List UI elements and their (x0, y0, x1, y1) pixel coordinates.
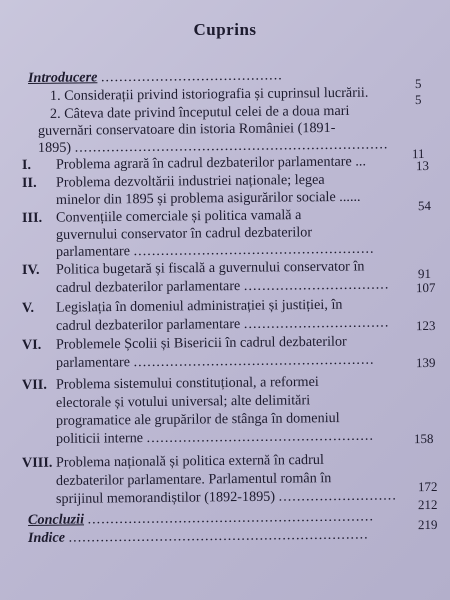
toc-label: Concluzii (27, 511, 85, 528)
chapter-number: I. (21, 156, 32, 173)
toc-entry-concluzii (28, 508, 374, 529)
toc-label: Problema sistemului constituțional, a reformei (55, 373, 319, 393)
toc-page: 5 (414, 91, 422, 108)
toc-entry-chapter-7-cont (56, 392, 310, 412)
toc-entry-chapter-6 (22, 334, 347, 354)
toc-entry-chapter-7-cont3 (56, 428, 374, 448)
chapter-number: II. (21, 174, 37, 191)
toc-label: politicii interne (55, 430, 144, 447)
toc-entry-chapter-5-cont (56, 315, 390, 335)
toc-label: 1895) (37, 139, 72, 156)
toc-page: 123 (415, 317, 436, 334)
toc-label: Problema națională și politica externă în cadrul (55, 451, 324, 471)
toc-page: 158 (413, 430, 434, 447)
toc-label: minelor din 1895 și problema asigurărilor sociale ...... (55, 188, 361, 208)
toc-label: Introducere (27, 69, 98, 86)
page-title: Cuprins (193, 20, 257, 39)
toc-entry-1 (50, 85, 369, 105)
toc-entry-introducere (28, 67, 283, 87)
toc-dots: ............................................................... (87, 508, 375, 528)
toc-dots: ..................................................................... (74, 136, 389, 156)
toc-label: Problemele Școlii și Bisericii în cadrul dezbaterilor (55, 333, 347, 353)
toc-label: Politica bugetară și fiscală a guvernului conservator în (55, 258, 365, 278)
toc-entry-chapter-4 (22, 258, 365, 279)
toc-dots: ..................................................... (133, 351, 375, 371)
toc-dots: .................................................. (146, 427, 375, 447)
toc-label: sprijinul memorandiștilor (1892-1895) (55, 488, 276, 507)
chapter-number: VI. (21, 336, 42, 353)
toc-page: 212 (417, 496, 438, 513)
toc-entry-chapter-2-cont (56, 189, 361, 209)
chapter-number: IV. (21, 261, 40, 278)
toc-label: parlamentare (55, 354, 131, 371)
toc-label: Problema agrară în cadrul dezbaterilor parlamentare ... (55, 153, 367, 173)
toc-entry-chapter-7-cont2 (56, 410, 340, 430)
toc-page: 139 (415, 354, 436, 371)
toc-label: Convențiile comerciale și politica vamală a (55, 207, 302, 226)
toc-dots: .................................................................. (68, 526, 369, 546)
chapter-number: VIII. (21, 454, 53, 471)
chapter-number: VII. (21, 376, 47, 393)
toc-label: programatice ale grupărilor de stânga în domeniul (55, 410, 340, 429)
toc-page: 172 (417, 478, 438, 495)
toc-entry-chapter-8 (22, 452, 324, 472)
toc-label: parlamentare (55, 243, 131, 260)
toc-dots: ........................................ (100, 67, 283, 86)
toc-entry-chapter-5 (22, 297, 343, 317)
toc-label: 1. Considerații privind istoriografia și cuprinsul lucrării. (49, 84, 369, 104)
toc-dots: ................................ (243, 276, 390, 295)
toc-label: 2. Câteva date privind începutul celei de a doua mari (49, 102, 350, 122)
toc-page: 54 (417, 197, 432, 214)
toc-label: cadrul dezbaterilor parlamentare (55, 278, 241, 296)
toc-entry-chapter-8-cont2 (56, 487, 397, 508)
toc-label: dezbaterilor parlamentare. Parlamentul român în (55, 470, 332, 489)
toc-label: guvernului conservator în cadrul dezbaterilor (55, 224, 313, 243)
toc-label: guvernări conservatoare din istoria României (1891- (37, 119, 336, 139)
toc-entry-chapter-6-cont (56, 352, 375, 372)
toc-entry-chapter-4-cont (56, 277, 390, 297)
toc-entry-chapter-1 (22, 153, 366, 174)
toc-label: Problema dezvoltării industriei naționale; legea (55, 171, 325, 191)
chapter-number: III. (21, 209, 43, 226)
toc-page: 91 (417, 265, 432, 282)
toc-label: Legislația în domeniul administrației și justiției, în (55, 296, 343, 316)
toc-entry-chapter-8-cont (56, 470, 332, 490)
chapter-number: V. (21, 299, 35, 316)
toc-label: cadrul dezbaterilor parlamentare (55, 316, 241, 334)
toc-entry-indice (28, 526, 369, 547)
toc-page: 219 (417, 516, 438, 533)
toc-page: 107 (415, 279, 436, 296)
toc-label: electorale și votului universal; alte delimitări (55, 392, 311, 411)
toc-page: 11 (411, 145, 425, 162)
toc-page: 13 (415, 157, 430, 174)
toc-dots: ................................ (243, 314, 390, 333)
toc-page: 5 (414, 75, 422, 92)
toc-label: Indice (27, 529, 66, 546)
toc-dots: .......................... (278, 487, 397, 505)
toc-dots: ..................................................... (133, 240, 375, 260)
toc-entry-chapter-7 (22, 374, 319, 394)
